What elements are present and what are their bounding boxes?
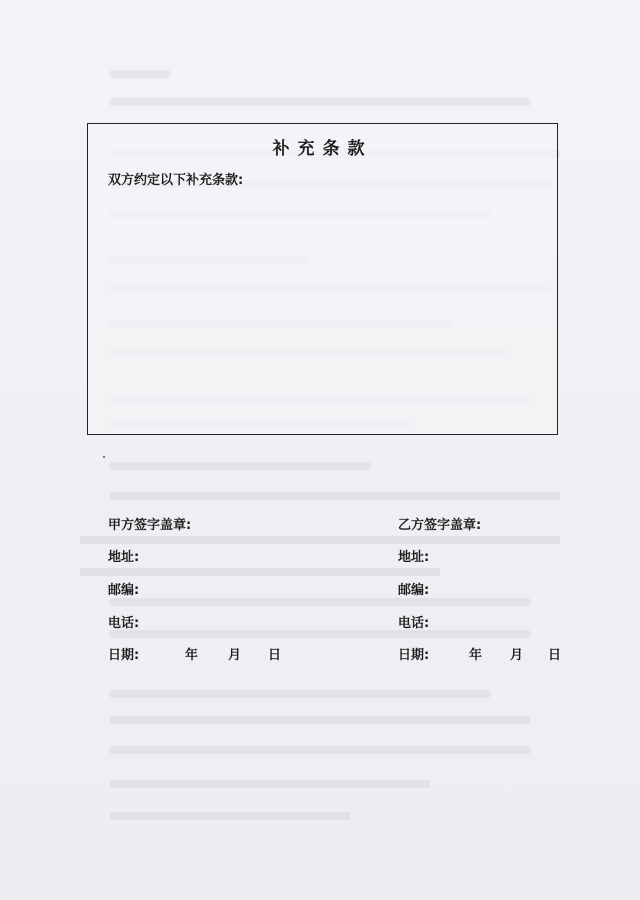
party-b-sign-label: 乙方签字盖章: bbox=[398, 518, 482, 533]
party-a-address-label: 地址: bbox=[108, 550, 140, 565]
party-a-sign-label: 甲方签字盖章: bbox=[108, 518, 192, 533]
party-a-day-label: 日 bbox=[268, 648, 282, 663]
party-a-month-label: 月 bbox=[228, 648, 242, 663]
party-b-month-label: 月 bbox=[510, 648, 524, 663]
party-a-date-label: 日期: bbox=[108, 648, 140, 663]
party-b-phone-label: 电话: bbox=[398, 616, 430, 631]
party-b-date-row bbox=[398, 644, 578, 663]
supplementary-terms-title: 补充条款 bbox=[272, 139, 373, 159]
party-b-date-label: 日期: bbox=[398, 648, 430, 663]
party-a-year-label: 年 bbox=[185, 648, 199, 663]
supplementary-terms-box bbox=[87, 123, 558, 435]
party-b-year-label: 年 bbox=[469, 648, 483, 663]
supplementary-terms-intro: 双方约定以下补充条款: bbox=[108, 173, 244, 188]
party-b-postcode-label: 邮编: bbox=[398, 583, 430, 598]
party-b-address-label: 地址: bbox=[398, 550, 430, 565]
party-b-day-label: 日 bbox=[548, 648, 562, 663]
party-a-postcode-label: 邮编: bbox=[108, 583, 140, 598]
stray-mark bbox=[103, 456, 105, 458]
party-a-date-row bbox=[108, 644, 288, 663]
party-a-phone-label: 电话: bbox=[108, 616, 140, 631]
